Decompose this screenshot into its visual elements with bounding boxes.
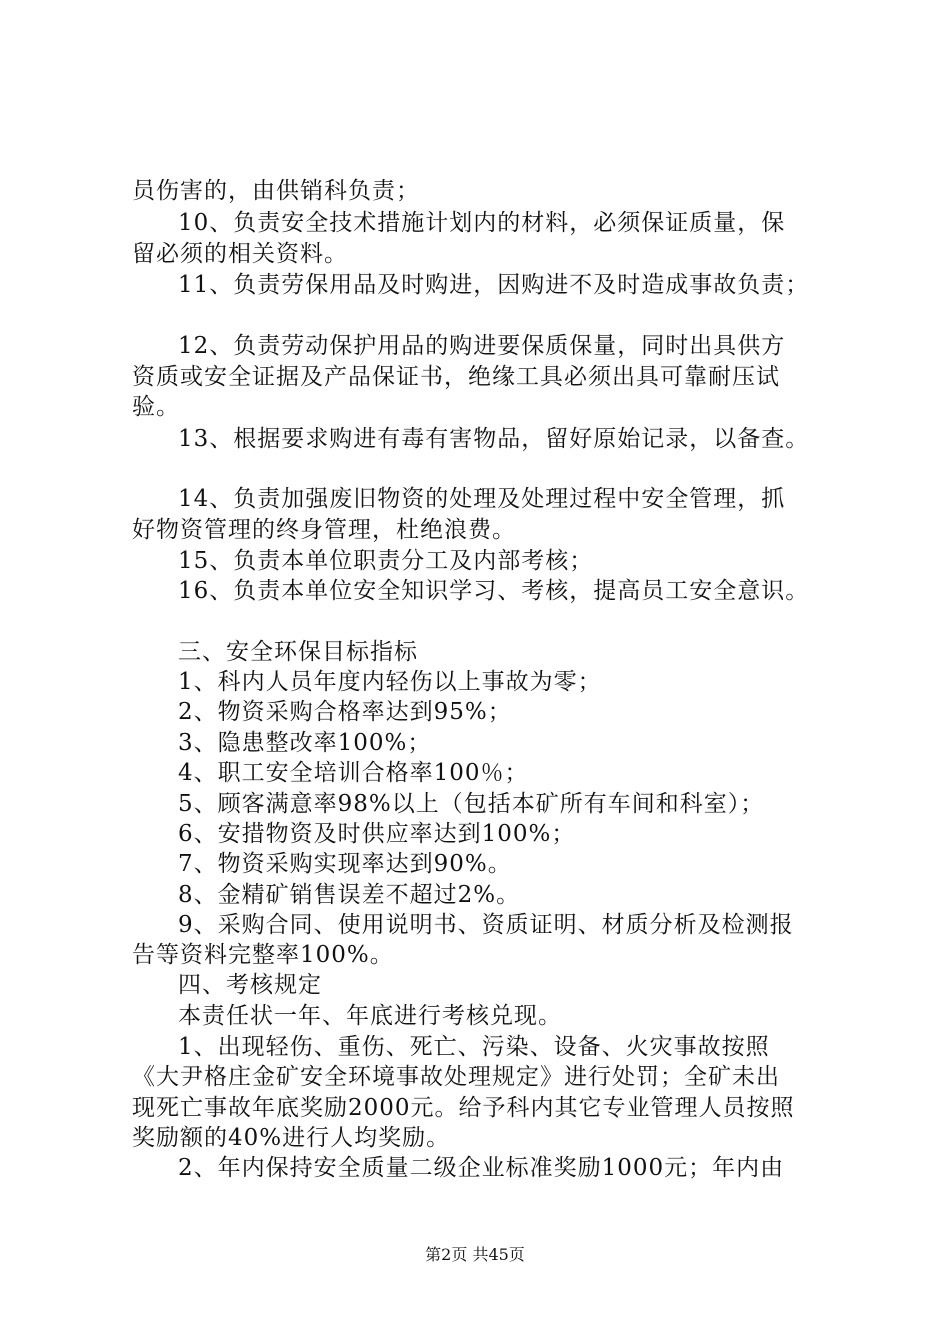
text-line: 验。 <box>132 394 180 420</box>
list-item: 4、职工安全培训合格率100％； <box>178 760 529 786</box>
section-heading: 四、考核规定 <box>178 972 322 998</box>
text-line: 13、根据要求购进有毒有害物品，留好原始记录，以备查。 <box>178 426 810 452</box>
text-line: 《大尹格庄金矿安全环境事故处理规定》进行处罚；全矿未出 <box>132 1064 780 1090</box>
list-item: 6、安措物资及时供应率达到100%； <box>178 821 576 847</box>
list-item: 9、采购合同、使用说明书、资质证明、材质分析及检测报 <box>178 912 794 938</box>
list-item: 7、物资采购实现率达到90%。 <box>178 851 512 877</box>
text-line: 11、负责劳保用品及时购进，因购进不及时造成事故负责； <box>178 272 810 298</box>
text-line: 15、负责本单位职责分工及内部考核； <box>178 548 594 574</box>
text-line: 16、负责本单位安全知识学习、考核，提高员工安全意识。 <box>178 578 810 604</box>
list-item: 8、金精矿销售误差不超过2%。 <box>178 882 521 908</box>
list-item: 5、顾客满意率98%以上（包括本矿所有车间和科室）； <box>178 791 765 817</box>
page-number: 第2页 共45页 <box>425 1245 525 1264</box>
list-item: 3、隐患整改率100%； <box>178 730 432 756</box>
text-line: 好物资管理的终身管理，杜绝浪费。 <box>132 517 516 543</box>
text-line: 本责任状一年、年底进行考核兑现。 <box>178 1003 562 1029</box>
text-line: 现死亡事故年底奖励2000元。给予科内其它专业管理人员按照 <box>132 1095 795 1121</box>
text-line: 留必须的相关资料。 <box>132 241 348 267</box>
list-item: 1、科内人员年度内轻伤以上事故为零； <box>178 669 602 695</box>
text-line: 10、负责安全技术措施计划内的材料，必须保证质量，保 <box>178 210 786 236</box>
list-item: 2、年内保持安全质量二级企业标准奖励1000元；年内由 <box>178 1155 785 1181</box>
text-line: 告等资料完整率100%。 <box>132 942 394 968</box>
list-item: 2、物资采购合格率达到95%； <box>178 699 512 725</box>
text-line: 14、负责加强废旧物资的处理及处理过程中安全管理，抓 <box>178 486 786 512</box>
text-line: 12、负责劳动保护用品的购进要保质保量，同时出具供方 <box>178 333 786 359</box>
text-line: 员伤害的，由供销科负责； <box>132 178 420 204</box>
list-item: 1、出现轻伤、重伤、死亡、污染、设备、火灾事故按照 <box>178 1034 770 1060</box>
text-line: 资质或安全证据及产品保证书，绝缘工具必须出具可靠耐压试 <box>132 364 780 390</box>
text-line: 奖励额的40%进行人均奖励。 <box>132 1125 451 1151</box>
section-heading: 三、安全环保目标指标 <box>178 639 418 665</box>
